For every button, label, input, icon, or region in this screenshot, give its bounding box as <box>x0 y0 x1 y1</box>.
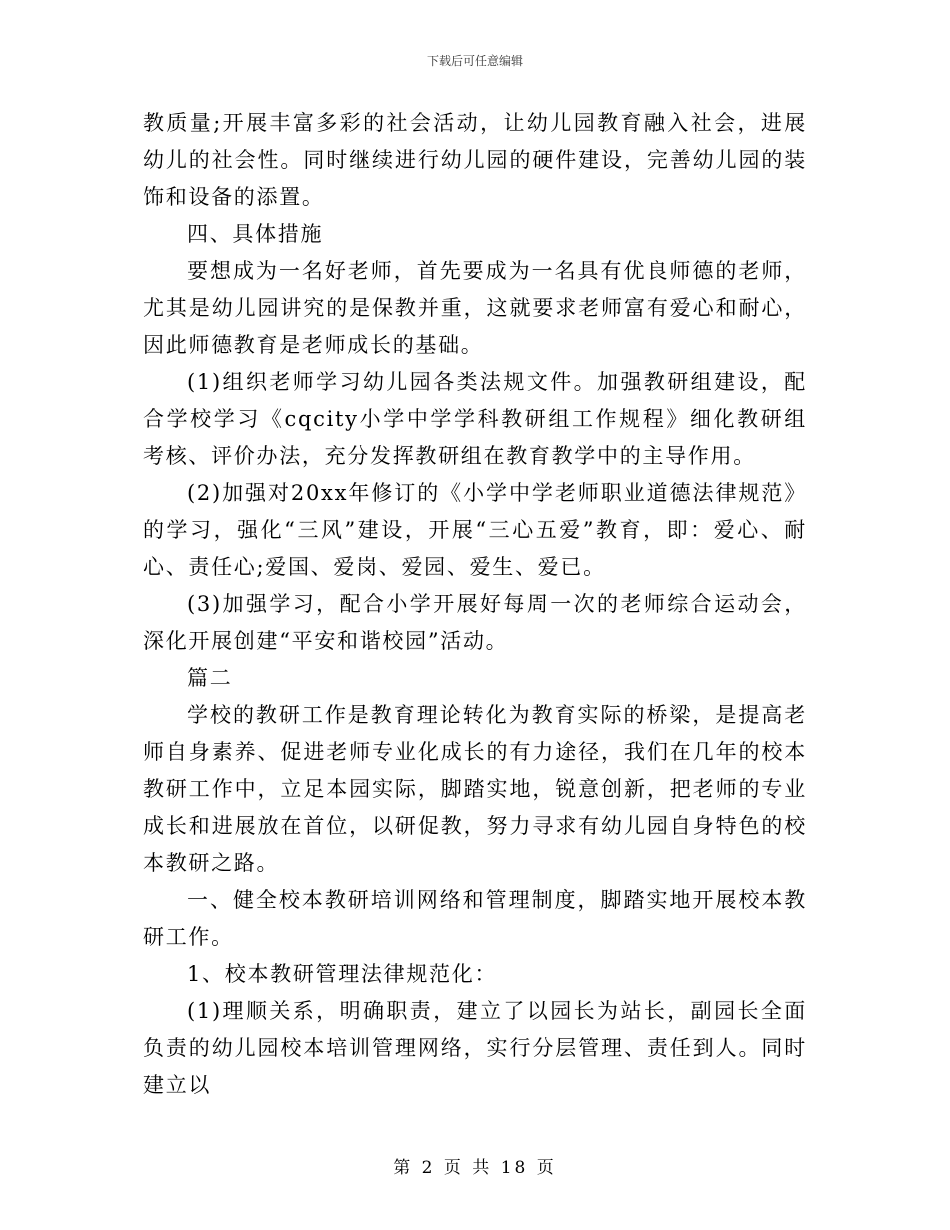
document-body <box>143 105 807 1104</box>
paragraph: (1)理顺关系，明确职责，建立了以园长为站长，副园长全面负责的幼儿园校本培训管理网络，实行分层管理、责任到人。同时建立以 <box>143 999 807 1097</box>
paragraph: 教质量;开展丰富多彩的社会活动，让幼儿园教育融入社会，进展幼儿的社会性。同时继续进行幼儿园的硬件建设，完善幼儿园的装饰和设备的添置。 <box>143 111 807 209</box>
page-number: 第 2 页 共 18 页 <box>393 1158 557 1178</box>
section-heading: 一、健全校本教研培训网络和管理制度，脚踏实地开展校本教研工作。 <box>143 888 807 949</box>
section-heading: 篇二 <box>187 666 233 690</box>
section-heading: 四、具体措施 <box>187 222 324 246</box>
paragraph: (3)加强学习，配合小学开展好每周一次的老师综合运动会，深化开展创建“平安和谐校园”活动。 <box>143 592 807 653</box>
paragraph: 要想成为一名好老师，首先要成为一名具有优良师德的老师，尤其是幼儿园讲究的是保教并重，这就要求老师富有爱心和耐心，因此师德教育是老师成长的基础。 <box>143 259 807 357</box>
paragraph: 学校的教研工作是教育理论转化为教育实际的桥梁，是提高老师自身素养、促进老师专业化成长的有力途径，我们在几年的校本教研工作中，立足本园实际，脚踏实地，锐意创新，把老师的专业成长和进展放在首位，以研促教，努力寻求有幼儿园自身特色的校本教研之路。 <box>143 703 807 875</box>
subsection-heading: 1、校本教研管理法律规范化： <box>187 962 498 986</box>
page-header: 下载后可任意编辑 <box>426 54 523 68</box>
paragraph: (2)加强对20xx年修订的《小学中学老师职业道德法律规范》的学习，强化“三风”建设，开展“三心五爱”教育，即：爱心、耐心、责任心;爱国、爱岗、爱园、爱生、爱已。 <box>143 481 807 579</box>
paragraph: (1)组织老师学习幼儿园各类法规文件。加强教研组建设，配合学校学习《cqcity小学中学学科教研组工作规程》细化教研组考核、评价办法，充分发挥教研组在教育教学中的主导作用。 <box>143 370 807 468</box>
